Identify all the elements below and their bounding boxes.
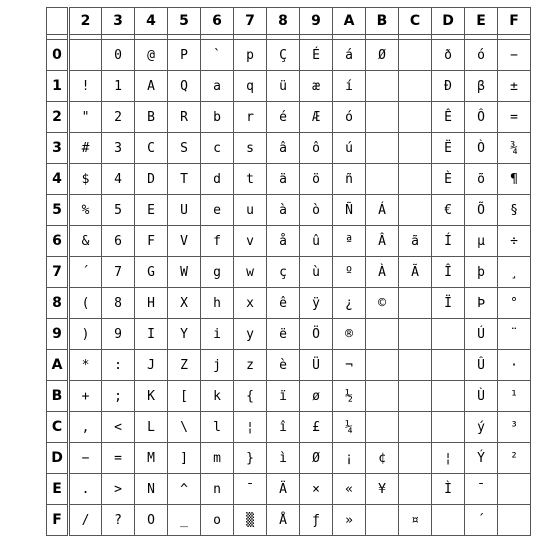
glyph-cell: ¯ (465, 474, 498, 505)
glyph-cell (399, 288, 432, 319)
column-header: A (333, 8, 366, 35)
glyph-cell: { (234, 381, 267, 412)
glyph-cell: é (267, 102, 300, 133)
glyph-cell: X (168, 288, 201, 319)
glyph-cell: ³ (498, 412, 531, 443)
glyph-cell: c (201, 133, 234, 164)
glyph-cell: d (201, 164, 234, 195)
glyph-cell: $ (69, 164, 102, 195)
glyph-cell: ÿ (300, 288, 333, 319)
glyph-cell (399, 381, 432, 412)
row-header: F (47, 505, 69, 536)
glyph-cell (399, 412, 432, 443)
glyph-cell: & (69, 226, 102, 257)
table-body (47, 40, 531, 536)
glyph-cell: S (168, 133, 201, 164)
glyph-cell: Ü (300, 350, 333, 381)
glyph-cell: N (135, 474, 168, 505)
glyph-cell: Õ (465, 195, 498, 226)
glyph-cell: Ê (432, 102, 465, 133)
glyph-cell: K (135, 381, 168, 412)
glyph-cell: æ (300, 71, 333, 102)
glyph-cell: e (201, 195, 234, 226)
glyph-cell: 1 (102, 71, 135, 102)
column-header: B (366, 8, 399, 35)
glyph-cell: Â (366, 226, 399, 257)
glyph-cell: ¹ (498, 381, 531, 412)
glyph-cell: ] (168, 443, 201, 474)
glyph-cell: á (333, 40, 366, 71)
glyph-cell: v (234, 226, 267, 257)
glyph-cell: Đ (432, 71, 465, 102)
glyph-cell: 9 (102, 319, 135, 350)
glyph-cell: â (267, 133, 300, 164)
row-header: 5 (47, 195, 69, 226)
glyph-cell: Ø (300, 443, 333, 474)
glyph-cell: a (201, 71, 234, 102)
row-header: E (47, 474, 69, 505)
glyph-cell: β (465, 71, 498, 102)
glyph-cell: ö (300, 164, 333, 195)
row-header: C (47, 412, 69, 443)
glyph-cell: ù (300, 257, 333, 288)
glyph-cell (366, 133, 399, 164)
glyph-cell: ¬ (333, 350, 366, 381)
table-row (47, 381, 531, 412)
glyph-cell: Á (366, 195, 399, 226)
glyph-cell: Ù (465, 381, 498, 412)
glyph-cell: ¯ (234, 474, 267, 505)
glyph-cell: ¡ (333, 443, 366, 474)
glyph-cell: ë (267, 319, 300, 350)
glyph-cell: ª (333, 226, 366, 257)
glyph-cell: í (333, 71, 366, 102)
glyph-cell: ¦ (432, 443, 465, 474)
column-header: 6 (201, 8, 234, 35)
glyph-cell: R (168, 102, 201, 133)
glyph-cell: t (234, 164, 267, 195)
glyph-cell: h (201, 288, 234, 319)
glyph-cell: ¢ (366, 443, 399, 474)
glyph-cell: § (498, 195, 531, 226)
glyph-cell: î (267, 412, 300, 443)
glyph-cell (399, 133, 432, 164)
column-header: D (432, 8, 465, 35)
glyph-cell: B (135, 102, 168, 133)
glyph-cell: z (234, 350, 267, 381)
glyph-cell: à (267, 195, 300, 226)
column-header: 3 (102, 8, 135, 35)
glyph-cell: < (102, 412, 135, 443)
table-row (47, 133, 531, 164)
glyph-cell: w (234, 257, 267, 288)
glyph-cell: ² (498, 443, 531, 474)
glyph-cell: Ñ (333, 195, 366, 226)
glyph-cell: ¨ (498, 319, 531, 350)
row-header: 3 (47, 133, 69, 164)
table-row (47, 474, 531, 505)
glyph-cell: q (234, 71, 267, 102)
glyph-cell (366, 102, 399, 133)
glyph-cell: ï (267, 381, 300, 412)
column-header: 9 (300, 8, 333, 35)
table-row (47, 288, 531, 319)
glyph-cell: ° (498, 288, 531, 319)
column-header-row (47, 8, 531, 35)
glyph-cell: F (135, 226, 168, 257)
glyph-cell: ¿ (333, 288, 366, 319)
row-header: 7 (47, 257, 69, 288)
glyph-cell: 4 (102, 164, 135, 195)
glyph-cell: g (201, 257, 234, 288)
column-header: 2 (69, 8, 102, 35)
glyph-cell: \ (168, 412, 201, 443)
glyph-cell: M (135, 443, 168, 474)
table-row (47, 443, 531, 474)
table-row (47, 412, 531, 443)
glyph-cell (399, 164, 432, 195)
glyph-cell: µ (465, 226, 498, 257)
glyph-cell (69, 40, 102, 71)
table-row (47, 350, 531, 381)
glyph-cell: ´ (69, 257, 102, 288)
character-set-table (46, 7, 531, 536)
glyph-cell: ç (267, 257, 300, 288)
glyph-cell: s (234, 133, 267, 164)
glyph-cell: ! (69, 71, 102, 102)
glyph-cell: ( (69, 288, 102, 319)
row-header: D (47, 443, 69, 474)
glyph-cell: ¦ (234, 412, 267, 443)
glyph-cell: J (135, 350, 168, 381)
glyph-cell: y (234, 319, 267, 350)
glyph-cell: ã (399, 226, 432, 257)
glyph-cell: W (168, 257, 201, 288)
column-header: F (498, 8, 531, 35)
glyph-cell: o (201, 505, 234, 536)
glyph-cell: n (201, 474, 234, 505)
glyph-cell: £ (300, 412, 333, 443)
row-header: 4 (47, 164, 69, 195)
glyph-cell: Ò (465, 133, 498, 164)
glyph-cell: ü (267, 71, 300, 102)
glyph-cell: Ô (465, 102, 498, 133)
glyph-cell: 6 (102, 226, 135, 257)
glyph-cell: , (69, 412, 102, 443)
table-row (47, 319, 531, 350)
glyph-cell: É (300, 40, 333, 71)
glyph-cell: Å (267, 505, 300, 536)
glyph-cell: ô (300, 133, 333, 164)
glyph-cell: Y (168, 319, 201, 350)
row-header: 0 (47, 40, 69, 71)
glyph-cell: A (135, 71, 168, 102)
glyph-cell (366, 505, 399, 536)
glyph-cell: À (366, 257, 399, 288)
glyph-cell (366, 164, 399, 195)
glyph-cell (399, 319, 432, 350)
column-header: E (465, 8, 498, 35)
table-row (47, 505, 531, 536)
glyph-cell: Ã (399, 257, 432, 288)
table-row (47, 40, 531, 71)
glyph-cell: u (234, 195, 267, 226)
glyph-cell: H (135, 288, 168, 319)
glyph-cell: ¼ (333, 412, 366, 443)
glyph-cell: j (201, 350, 234, 381)
glyph-cell: / (69, 505, 102, 536)
row-header: 6 (47, 226, 69, 257)
glyph-cell (399, 195, 432, 226)
glyph-cell: 2 (102, 102, 135, 133)
table-row (47, 257, 531, 288)
glyph-cell: ñ (333, 164, 366, 195)
glyph-cell: [ (168, 381, 201, 412)
glyph-cell: − (498, 40, 531, 71)
glyph-cell: I (135, 319, 168, 350)
table-row (47, 71, 531, 102)
glyph-cell (399, 40, 432, 71)
glyph-cell: Ï (432, 288, 465, 319)
row-header: A (47, 350, 69, 381)
glyph-cell: Æ (300, 102, 333, 133)
glyph-cell: ± (498, 71, 531, 102)
glyph-cell: D (135, 164, 168, 195)
glyph-cell: ê (267, 288, 300, 319)
row-header: 1 (47, 71, 69, 102)
glyph-cell: å (267, 226, 300, 257)
glyph-cell (432, 381, 465, 412)
glyph-cell: Ý (465, 443, 498, 474)
glyph-cell: r (234, 102, 267, 133)
glyph-cell: * (69, 350, 102, 381)
column-header: C (399, 8, 432, 35)
glyph-cell: # (69, 133, 102, 164)
glyph-cell: x (234, 288, 267, 319)
glyph-cell: © (366, 288, 399, 319)
glyph-cell: Q (168, 71, 201, 102)
glyph-cell: Û (465, 350, 498, 381)
glyph-cell: + (69, 381, 102, 412)
glyph-cell: . (69, 474, 102, 505)
glyph-cell: > (102, 474, 135, 505)
glyph-cell: Í (432, 226, 465, 257)
glyph-cell (399, 443, 432, 474)
glyph-cell: ò (300, 195, 333, 226)
glyph-cell: l (201, 412, 234, 443)
glyph-cell: i (201, 319, 234, 350)
glyph-cell: ¸ (498, 257, 531, 288)
glyph-cell (366, 319, 399, 350)
glyph-cell: ì (267, 443, 300, 474)
glyph-cell: " (69, 102, 102, 133)
row-header: 2 (47, 102, 69, 133)
glyph-cell: ý (465, 412, 498, 443)
glyph-cell: 3 (102, 133, 135, 164)
glyph-cell: º (333, 257, 366, 288)
glyph-cell: 0 (102, 40, 135, 71)
glyph-cell: Þ (465, 288, 498, 319)
glyph-cell: ^ (168, 474, 201, 505)
glyph-cell: ÷ (498, 226, 531, 257)
glyph-cell (432, 350, 465, 381)
glyph-cell: ½ (333, 381, 366, 412)
column-header: 5 (168, 8, 201, 35)
glyph-cell: G (135, 257, 168, 288)
glyph-cell (432, 319, 465, 350)
glyph-cell: 8 (102, 288, 135, 319)
glyph-cell: C (135, 133, 168, 164)
glyph-cell: = (102, 443, 135, 474)
glyph-cell: ´ (465, 505, 498, 536)
glyph-cell (366, 350, 399, 381)
glyph-cell: b (201, 102, 234, 133)
glyph-cell: È (432, 164, 465, 195)
glyph-cell: k (201, 381, 234, 412)
glyph-cell (432, 412, 465, 443)
glyph-cell: ; (102, 381, 135, 412)
glyph-cell: U (168, 195, 201, 226)
glyph-cell: · (498, 350, 531, 381)
glyph-cell: ó (465, 40, 498, 71)
glyph-cell: ƒ (300, 505, 333, 536)
glyph-cell: ¥ (366, 474, 399, 505)
glyph-cell (399, 71, 432, 102)
glyph-cell: ) (69, 319, 102, 350)
glyph-cell: ú (333, 133, 366, 164)
glyph-cell: € (432, 195, 465, 226)
glyph-cell (498, 505, 531, 536)
column-header: 7 (234, 8, 267, 35)
glyph-cell: ¤ (399, 505, 432, 536)
glyph-cell: Ö (300, 319, 333, 350)
glyph-cell (399, 474, 432, 505)
glyph-cell (366, 412, 399, 443)
glyph-cell: @ (135, 40, 168, 71)
glyph-cell: 7 (102, 257, 135, 288)
glyph-cell (498, 474, 531, 505)
glyph-cell: 5 (102, 195, 135, 226)
glyph-cell (399, 102, 432, 133)
glyph-cell (366, 381, 399, 412)
glyph-cell: : (102, 350, 135, 381)
glyph-cell: » (333, 505, 366, 536)
corner-cell (47, 8, 69, 35)
table-row (47, 164, 531, 195)
glyph-cell: ø (300, 381, 333, 412)
glyph-cell (399, 350, 432, 381)
glyph-cell: O (135, 505, 168, 536)
glyph-cell: ` (201, 40, 234, 71)
glyph-cell: Ë (432, 133, 465, 164)
glyph-cell: _ (168, 505, 201, 536)
glyph-cell: T (168, 164, 201, 195)
glyph-cell: Ç (267, 40, 300, 71)
column-header: 8 (267, 8, 300, 35)
glyph-cell: Z (168, 350, 201, 381)
glyph-cell: × (300, 474, 333, 505)
glyph-cell: ® (333, 319, 366, 350)
glyph-cell: ¶ (498, 164, 531, 195)
glyph-cell: Ì (432, 474, 465, 505)
glyph-cell: = (498, 102, 531, 133)
glyph-cell: ó (333, 102, 366, 133)
glyph-cell: è (267, 350, 300, 381)
glyph-cell: E (135, 195, 168, 226)
glyph-cell: ä (267, 164, 300, 195)
table-row (47, 195, 531, 226)
glyph-cell: ð (432, 40, 465, 71)
glyph-cell: û (300, 226, 333, 257)
glyph-cell: ? (102, 505, 135, 536)
row-header: 8 (47, 288, 69, 319)
glyph-cell: − (69, 443, 102, 474)
glyph-cell: Ú (465, 319, 498, 350)
glyph-cell: ¾ (498, 133, 531, 164)
table-row (47, 226, 531, 257)
glyph-cell: f (201, 226, 234, 257)
glyph-cell (366, 71, 399, 102)
column-header: 4 (135, 8, 168, 35)
table-row (47, 102, 531, 133)
glyph-cell: ▒ (234, 505, 267, 536)
row-header: 9 (47, 319, 69, 350)
glyph-cell: } (234, 443, 267, 474)
glyph-cell: P (168, 40, 201, 71)
glyph-cell (432, 505, 465, 536)
glyph-cell: L (135, 412, 168, 443)
glyph-cell: þ (465, 257, 498, 288)
glyph-cell: % (69, 195, 102, 226)
glyph-cell: p (234, 40, 267, 71)
glyph-cell: Ä (267, 474, 300, 505)
glyph-cell: õ (465, 164, 498, 195)
glyph-cell: Î (432, 257, 465, 288)
glyph-cell: Ø (366, 40, 399, 71)
row-header: B (47, 381, 69, 412)
glyph-cell: m (201, 443, 234, 474)
glyph-cell: « (333, 474, 366, 505)
glyph-cell: V (168, 226, 201, 257)
